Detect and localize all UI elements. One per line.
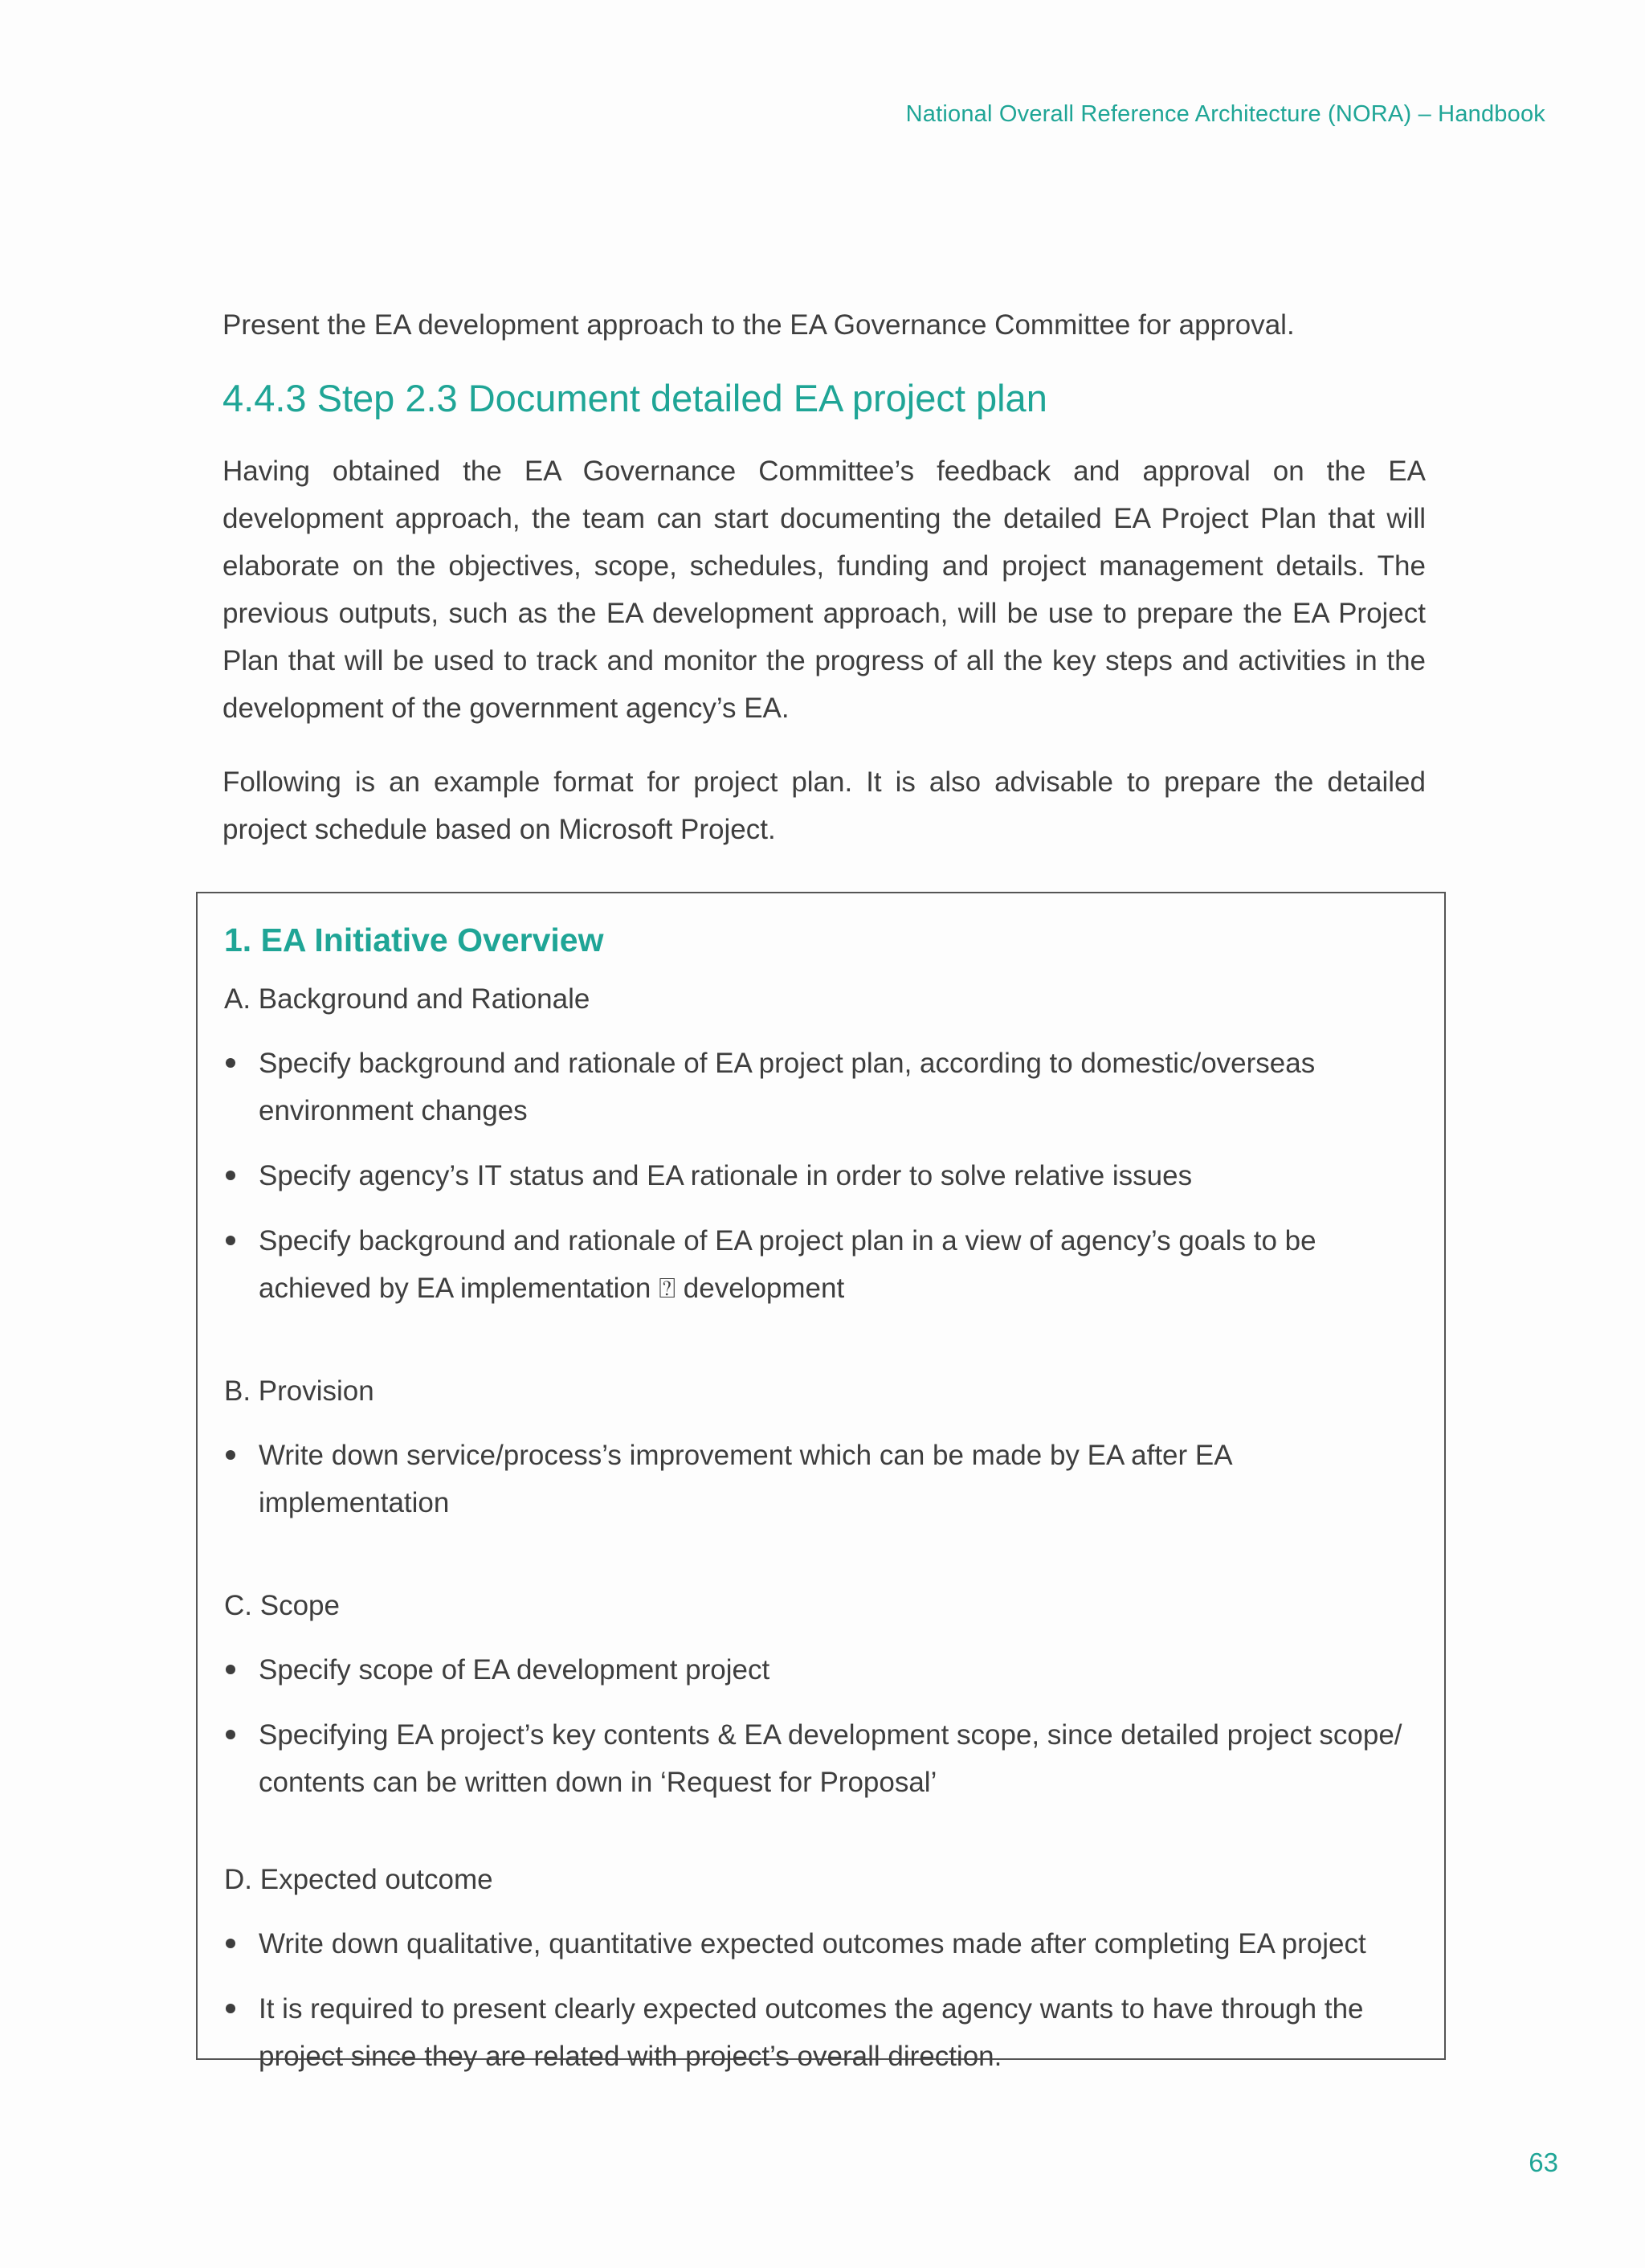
- template-box-content: [224, 916, 1413, 2080]
- bullet-icon: [226, 2004, 235, 2013]
- box-title: 1. EA Initiative Overview: [224, 922, 604, 958]
- running-header: National Overall Reference Architecture (NORA) – Handbook: [905, 101, 1545, 127]
- list-item: [224, 1217, 1413, 1312]
- bullet-icon: [226, 1939, 235, 1948]
- bullet-icon: [226, 1665, 235, 1674]
- list-item-text: Write down qualitative, quantitative expected outcomes made after completing EA project: [259, 1928, 1366, 1959]
- list-item: [224, 1711, 1413, 1806]
- subsection-label: D. Expected outcome: [224, 1864, 493, 1895]
- subsection-label: B. Provision: [224, 1375, 374, 1407]
- bullet-list: [224, 1432, 1413, 1526]
- body-paragraph-1: Having obtained the EA Governance Committee’s feedback and approval on the EA development approach, the team can start documenting the detailed EA Project Plan that will elaborate on the objectives, scope, schedules, funding and project management details. The previous outputs, such as the EA development approach, will be use to prepare the EA Project Plan that will be used to track and monitor the progress of all the key steps and activities in the development of the government agency’s EA.: [222, 456, 1426, 724]
- list-item: [224, 1646, 1413, 1694]
- section-heading: 4.4.3 Step 2.3 Document detailed EA project plan: [222, 377, 1047, 419]
- list-item-text: Specify agency’s IT status and EA rationale in order to solve relative issues: [259, 1160, 1193, 1191]
- list-item-text: Specify background and rationale of EA project plan in a view of agency’s goals to be achieved by EA implementation ⍰ development: [259, 1225, 1316, 1304]
- bullet-icon: [226, 1058, 235, 1068]
- list-item: [224, 1432, 1413, 1526]
- intro-paragraph: Present the EA development approach to the EA Governance Committee for approval.: [222, 309, 1295, 341]
- list-item-text: Specify background and rationale of EA project plan, according to domestic/overseas environment changes: [259, 1048, 1316, 1126]
- bullet-list: [224, 1040, 1413, 1312]
- template-box: [196, 892, 1446, 2072]
- list-item: [224, 1040, 1413, 1134]
- list-item-text: Specifying EA project’s key contents & EA development scope, since detailed project scope/ contents can be written down in ‘Request for Proposal’: [259, 1719, 1402, 1798]
- bullet-list: [224, 1920, 1413, 2080]
- bullet-icon: [226, 1171, 235, 1180]
- list-item: [224, 1152, 1413, 1199]
- bullet-icon: [226, 1236, 235, 1245]
- list-item-text: Write down service/process’s improvement which can be made by EA after EA implementation: [259, 1440, 1231, 1518]
- list-item: [224, 1985, 1413, 2080]
- subsection-label: A. Background and Rationale: [224, 983, 590, 1015]
- body-paragraph-2: Following is an example format for project plan. It is also advisable to prepare the detailed project schedule based on Microsoft Project.: [222, 766, 1426, 845]
- bullet-icon: [226, 1730, 235, 1739]
- bullet-list: [224, 1646, 1413, 1806]
- list-item: [224, 1920, 1413, 1968]
- list-item-text: It is required to present clearly expected outcomes the agency wants to have through the project since they are related with project’s overall direction.: [259, 1993, 1364, 2072]
- subsection-label: C. Scope: [224, 1590, 340, 1621]
- page-number: 63: [1529, 2147, 1558, 2177]
- bullet-icon: [226, 1450, 235, 1460]
- list-item-text: Specify scope of EA development project: [259, 1654, 770, 1686]
